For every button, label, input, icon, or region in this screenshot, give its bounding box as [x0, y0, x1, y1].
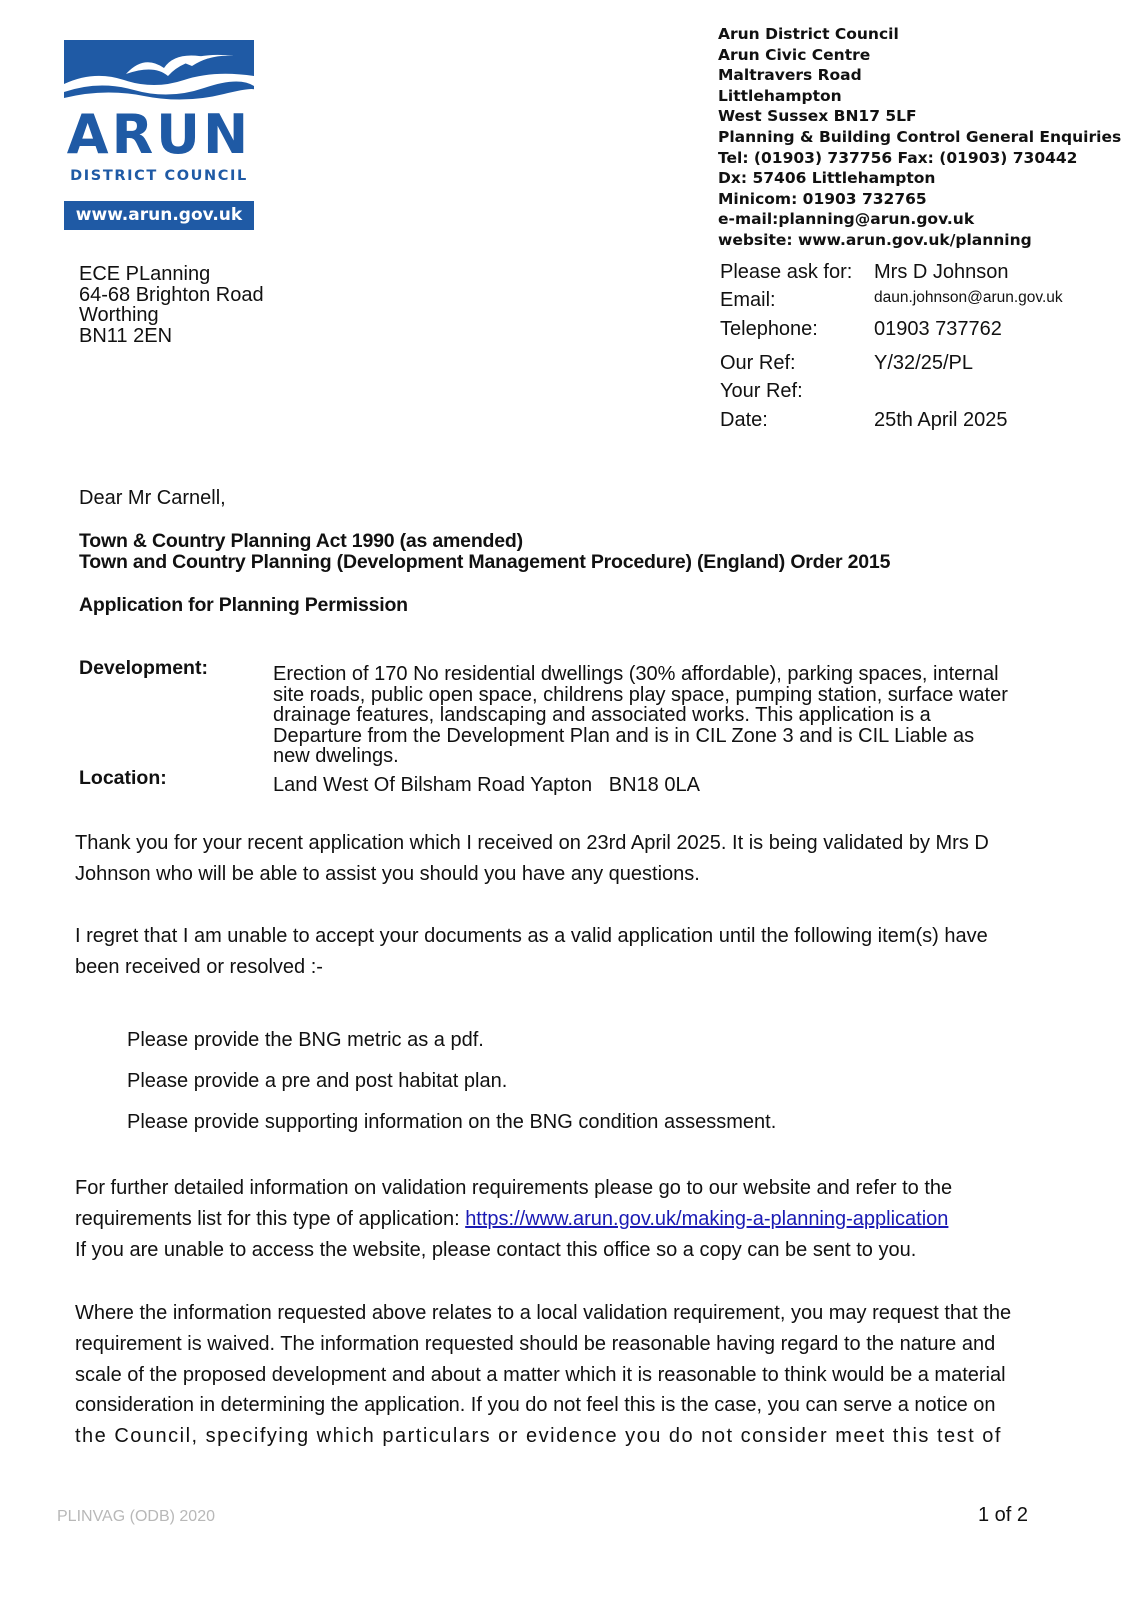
paragraph-line: For further detailed information on validation requirements please go to our website and refer to the — [75, 1177, 953, 1199]
logo-subtitle: DISTRICT COUNCIL — [70, 168, 248, 184]
paragraph-regret — [75, 921, 1045, 983]
address-line: e-mail:planning@arun.gov.uk — [718, 210, 975, 229]
ask-for-label: Please ask for: — [720, 261, 853, 283]
address-line: Tel: (01903) 737756 Fax: (01903) 730442 — [718, 148, 1078, 167]
validation-requirements-link[interactable]: https://www.arun.gov.uk/making-a-planning-application — [465, 1207, 949, 1230]
salutation: Dear Mr Carnell, — [79, 487, 226, 509]
request-item: Please provide supporting information on the BNG condition assessment. — [127, 1111, 777, 1133]
council-address — [718, 24, 1122, 251]
ask-for-value: Mrs D Johnson — [874, 261, 1009, 283]
address-line: Planning & Building Control General Enquiries — [718, 127, 1122, 146]
logo-name: ARUN — [66, 103, 252, 166]
address-line: Arun District Council — [718, 25, 899, 43]
location-label: Location: — [79, 767, 167, 789]
location-value: Land West Of Bilsham Road Yapton BN18 0LA — [273, 774, 700, 796]
recipient-line: Worthing — [79, 304, 159, 326]
your-ref-label: Your Ref: — [720, 380, 803, 402]
development-label: Development: — [79, 657, 208, 679]
telephone-label: Telephone: — [720, 318, 818, 340]
our-ref-value: Y/32/25/PL — [874, 352, 973, 374]
paragraph-thanks — [75, 828, 1045, 890]
development-line: Departure from the Development Plan and is in CIL Zone 3 and is CIL Liable as — [273, 724, 975, 747]
our-ref-label: Our Ref: — [720, 352, 796, 374]
paragraph-line: requirement is waived. The information requested should be reasonable having regard to the nature and — [75, 1332, 996, 1355]
recipient-line: BN11 2EN — [79, 324, 173, 347]
email-label: Email: — [720, 289, 776, 311]
date-label: Date: — [720, 409, 768, 431]
paragraph-line — [75, 1204, 1045, 1235]
address-line: West Sussex BN17 5LF — [718, 107, 917, 126]
seagull-waves-icon — [64, 40, 254, 102]
logo-band — [64, 40, 254, 102]
address-line: Minicom: 01903 732765 — [718, 189, 927, 208]
request-item: Please provide a pre and post habitat plan. — [127, 1070, 508, 1092]
paragraph-line: consideration in determining the application. If you do not feel this is the case, you can serve a notice on — [75, 1394, 996, 1417]
paragraph-line: the Council, specifying which particulars or evidence you do not consider meet this test of — [75, 1425, 1002, 1448]
page-number: 1 of 2 — [978, 1504, 1029, 1526]
telephone-value: 01903 737762 — [874, 318, 1002, 340]
heading-application: Application for Planning Permission — [79, 594, 408, 616]
paragraph-line: Where the information requested above relates to a local validation requirement, you may request that the — [75, 1302, 1012, 1324]
recipient-line: ECE PLanning — [79, 263, 211, 285]
development-line: drainage features, landscaping and associated works. This application is a — [273, 704, 931, 727]
recipient-address — [79, 264, 264, 346]
address-line: website: www.arun.gov.uk/planning — [718, 230, 1032, 249]
email-value: daun.johnson@arun.gov.uk — [874, 289, 1063, 306]
address-line: Dx: 57406 Littlehampton — [718, 169, 936, 188]
recipient-line: 64-68 Brighton Road — [79, 283, 264, 306]
request-item: Please provide the BNG metric as a pdf. — [127, 1029, 484, 1051]
paragraph-text: requirements list for this type of application: — [75, 1207, 466, 1230]
paragraph-line: scale of the proposed development and about a matter which it is reasonable to think would be a material — [75, 1363, 1006, 1386]
paragraph-line: If you are unable to access the website, please contact this office so a copy can be sent to you. — [75, 1238, 917, 1261]
footer-code: PLINVAG (ODB) 2020 — [57, 1508, 215, 1525]
logo-url: www.arun.gov.uk — [64, 201, 254, 230]
address-line: Maltravers Road — [718, 66, 862, 85]
paragraph-line: Thank you for your recent application which I received on 23rd April 2025. It is being validated by Mrs D — [75, 832, 989, 854]
address-line: Littlehampton — [718, 86, 842, 105]
heading-order: Town and Country Planning (Development Management Procedure) (England) Order 2015 — [79, 551, 891, 573]
address-line: Arun Civic Centre — [718, 45, 871, 64]
development-line: site roads, public open space, childrens play space, pumping station, surface water — [273, 683, 1008, 706]
date-value: 25th April 2025 — [874, 409, 1008, 431]
paragraph-line: Johnson who will be able to assist you should you have any questions. — [75, 862, 700, 885]
heading-act: Town & Country Planning Act 1990 (as amended) — [79, 530, 523, 552]
paragraph-website — [75, 1173, 1045, 1265]
paragraph-line: I regret that I am unable to accept your documents as a valid application until the following item(s) have — [75, 925, 988, 947]
development-line: new dwelings. — [273, 745, 399, 768]
development-description — [273, 664, 1063, 767]
paragraph-line: been received or resolved :- — [75, 955, 323, 978]
paragraph-waiver — [75, 1298, 1045, 1452]
council-logo — [64, 40, 254, 230]
development-line: Erection of 170 No residential dwellings (30% affordable), parking spaces, internal — [273, 663, 999, 685]
